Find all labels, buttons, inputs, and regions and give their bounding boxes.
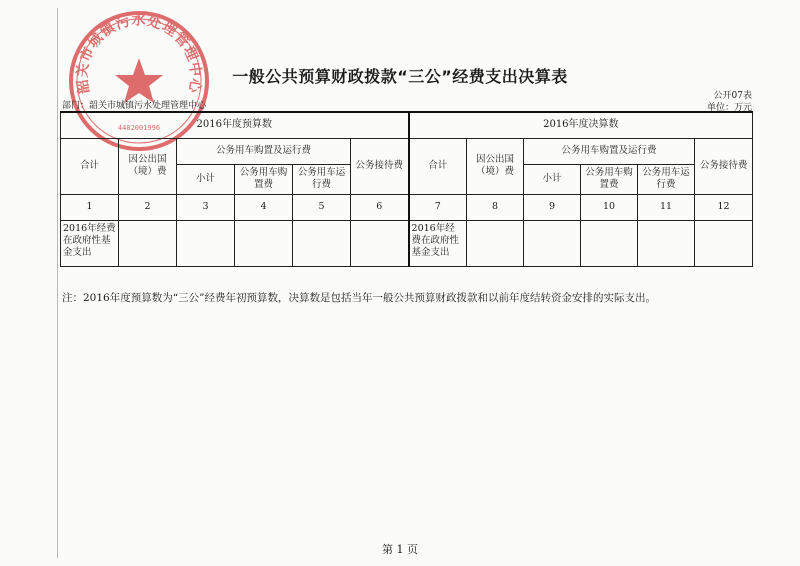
table-row — [61, 220, 753, 266]
data-cell — [581, 220, 638, 266]
data-cell — [638, 220, 695, 266]
col-vehicle-group-final: 公务用车购置及运行费 — [524, 138, 695, 164]
col-operation-budget: 公务用车运行费 — [293, 164, 351, 194]
data-cell — [235, 220, 293, 266]
col-vehicle-group-budget: 公务用车购置及运行费 — [177, 138, 351, 164]
binding-margin-line — [57, 8, 58, 558]
data-cell — [467, 220, 524, 266]
col-number: 5 — [293, 194, 351, 220]
col-purchase-final: 公务用车购置费 — [581, 164, 638, 194]
data-cell — [177, 220, 235, 266]
budget-header: 2016年度预算数 — [61, 112, 409, 138]
col-number: 8 — [467, 194, 524, 220]
col-total-budget: 合计 — [61, 138, 119, 194]
data-cell — [293, 220, 351, 266]
col-number: 3 — [177, 194, 235, 220]
col-number: 7 — [409, 194, 467, 220]
three-public-expenses-table — [60, 111, 753, 267]
data-cell — [524, 220, 581, 266]
form-code: 公开07表 — [713, 91, 752, 101]
col-total-final: 合计 — [409, 138, 467, 194]
col-operation-final: 公务用车运行费 — [638, 164, 695, 194]
row-label-budget: 2016年经费在政府性基金支出 — [61, 220, 119, 266]
col-reception-final: 公务接待费 — [695, 138, 753, 194]
col-subtotal-final: 小计 — [524, 164, 581, 194]
col-number: 2 — [119, 194, 177, 220]
col-subtotal-budget: 小计 — [177, 164, 235, 194]
col-number: 4 — [235, 194, 293, 220]
data-cell — [119, 220, 177, 266]
col-number: 10 — [581, 194, 638, 220]
seal-arc-text: 韶关市城镇污水处理管理中心 — [74, 12, 204, 95]
final-header: 2016年度决算数 — [409, 112, 753, 138]
col-abroad-final: 因公出国（境）费 — [467, 138, 524, 194]
column-number-row — [61, 194, 753, 220]
unit-label: 单位：万元 — [706, 103, 752, 113]
row-label-final: 2016年经费在政府性基金支出 — [409, 220, 467, 266]
col-number: 9 — [524, 194, 581, 220]
data-cell — [351, 220, 409, 266]
page-title: 一般公共预算财政拨款“三公”经费支出决算表 — [232, 67, 568, 86]
col-purchase-budget: 公务用车购置费 — [235, 164, 293, 194]
seal-number: 4402001996 — [117, 124, 161, 132]
col-number: 6 — [351, 194, 409, 220]
col-number: 1 — [61, 194, 119, 220]
footnote: 注：2016年度预算数为“三公”经费年初预算数，决算数是包括当年一般公共预算财政拨款和以前年度结转资金安排的实际支出。 — [62, 292, 656, 304]
col-reception-budget: 公务接待费 — [351, 138, 409, 194]
department-label: 部门：韶关市城镇污水处理管理中心 — [62, 101, 207, 111]
col-number: 12 — [695, 194, 753, 220]
page-number: 第 1 页 — [382, 543, 418, 556]
col-number: 11 — [638, 194, 695, 220]
data-cell — [695, 220, 753, 266]
col-abroad-budget: 因公出国（境）费 — [119, 138, 177, 194]
